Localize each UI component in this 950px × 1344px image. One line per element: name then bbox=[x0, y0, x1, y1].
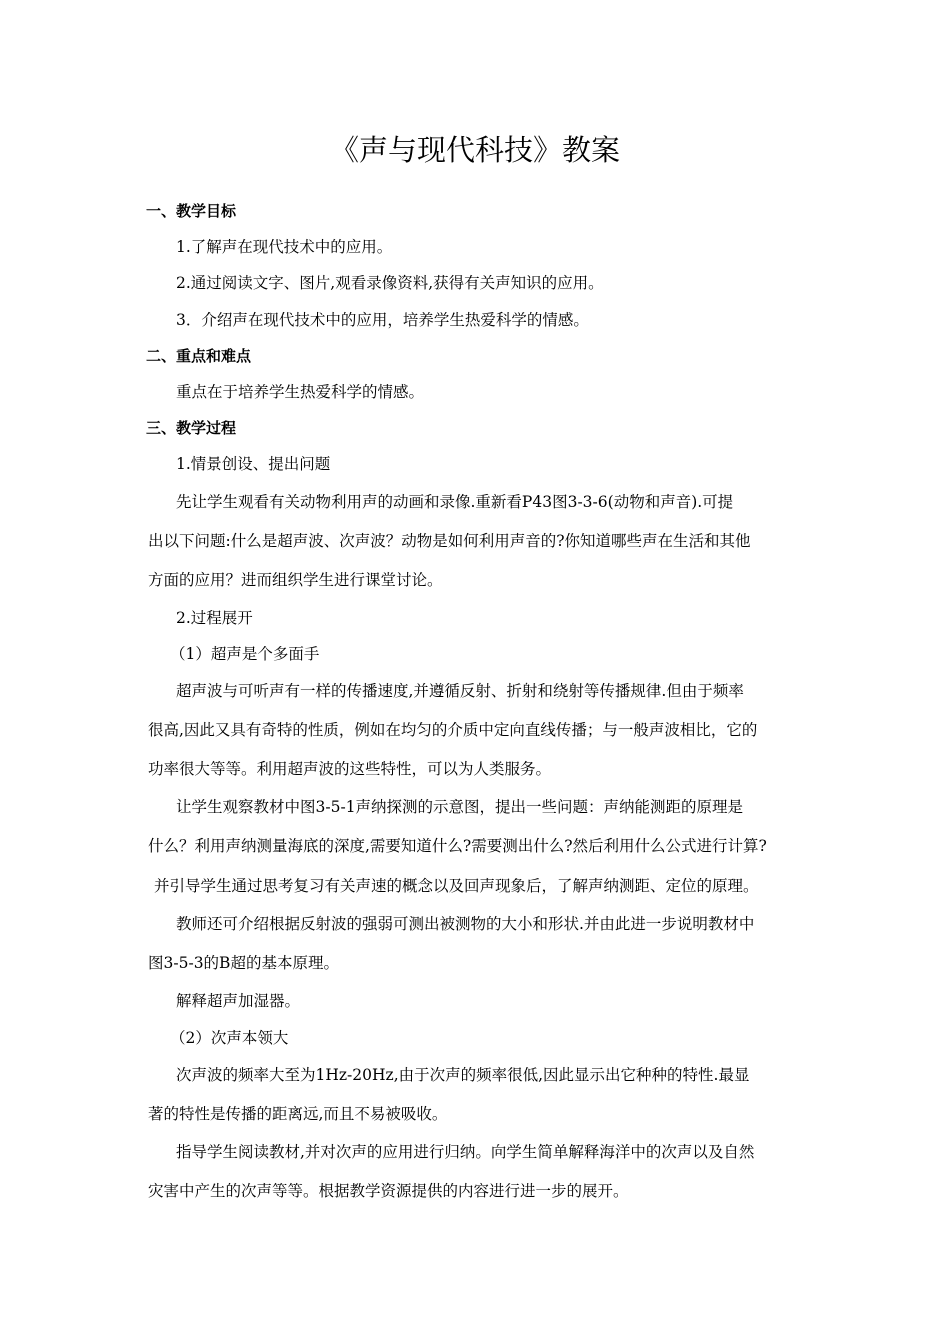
paragraph-line: 解释超声加湿器。 bbox=[176, 992, 301, 1010]
section-heading-key-points: 二、重点和难点 bbox=[146, 347, 252, 365]
paragraph-line: 教师还可介绍根据反射波的强弱可测出被测物的大小和形状.并由此进一步说明教材中 bbox=[176, 915, 755, 933]
paragraph-line: 先让学生观看有关动物利用声的动画和录像.重新看P43图3-3-6(动物和声音).可提 bbox=[176, 493, 734, 511]
process-subheading-2: 2.过程展开 bbox=[176, 609, 253, 627]
paragraph-line: 功率很大等等。利用超声波的这些特性，可以为人类服务。 bbox=[148, 760, 552, 778]
subsection-ultrasound-heading: （1）超声是个多面手 bbox=[170, 645, 320, 663]
objective-item-3: 3．介绍声在现代技术中的应用，培养学生热爱科学的情感。 bbox=[176, 311, 589, 329]
paragraph-line: 次声波的频率大至为1Hz-20Hz,由于次声的频率很低,因此显示出它种种的特性.最显 bbox=[176, 1066, 750, 1084]
paragraph-line: 方面的应用？进而组织学生进行课堂讨论。 bbox=[148, 571, 443, 589]
section-heading-process: 三、教学过程 bbox=[146, 419, 237, 437]
key-points-paragraph: 重点在于培养学生热爱科学的情感。 bbox=[176, 383, 425, 401]
section-heading-objectives: 一、教学目标 bbox=[146, 202, 237, 220]
objective-item-2: 2.通过阅读文字、图片,观看录像资料,获得有关声知识的应用。 bbox=[176, 274, 604, 292]
paragraph-line: 出以下问题:什么是超声波、次声波？动物是如何利用声音的?你知道哪些声在生活和其他 bbox=[148, 532, 751, 550]
document-title: 《声与现代科技》教案 bbox=[329, 133, 620, 167]
paragraph-line: 指导学生阅读教材,并对次声的应用进行归纳。向学生简单解释海洋中的次声以及自然 bbox=[176, 1143, 755, 1161]
paragraph-line: 著的特性是传播的距离远,而且不易被吸收。 bbox=[148, 1105, 448, 1123]
process-subheading-1: 1.情景创设、提出问题 bbox=[176, 455, 331, 473]
paragraph-line: 什么？利用声纳测量海底的深度,需要知道什么?需要测出什么?然后利用什么公式进行计算? bbox=[148, 837, 767, 855]
paragraph-line: 并引导学生通过思考复习有关声速的概念以及回声现象后，了解声纳测距、定位的原理。 bbox=[154, 877, 759, 895]
paragraph-line: 让学生观察教材中图3-5-1声纳探测的示意图，提出一些问题：声纳能测距的原理是 bbox=[176, 798, 744, 816]
subsection-infrasound-heading: （2）次声本领大 bbox=[170, 1029, 289, 1047]
paragraph-line: 超声波与可听声有一样的传播速度,并遵循反射、折射和绕射等传播规律.但由于频率 bbox=[176, 682, 744, 700]
paragraph-line: 灾害中产生的次声等等。根据教学资源提供的内容进行进一步的展开。 bbox=[148, 1182, 629, 1200]
objective-item-1: 1.了解声在现代技术中的应用。 bbox=[176, 238, 393, 256]
paragraph-line: 很高,因此又具有奇特的性质，例如在均匀的介质中定向直线传播；与一般声波相比，它的 bbox=[148, 721, 758, 739]
paragraph-line: 图3-5-3的B超的基本原理。 bbox=[148, 954, 339, 972]
